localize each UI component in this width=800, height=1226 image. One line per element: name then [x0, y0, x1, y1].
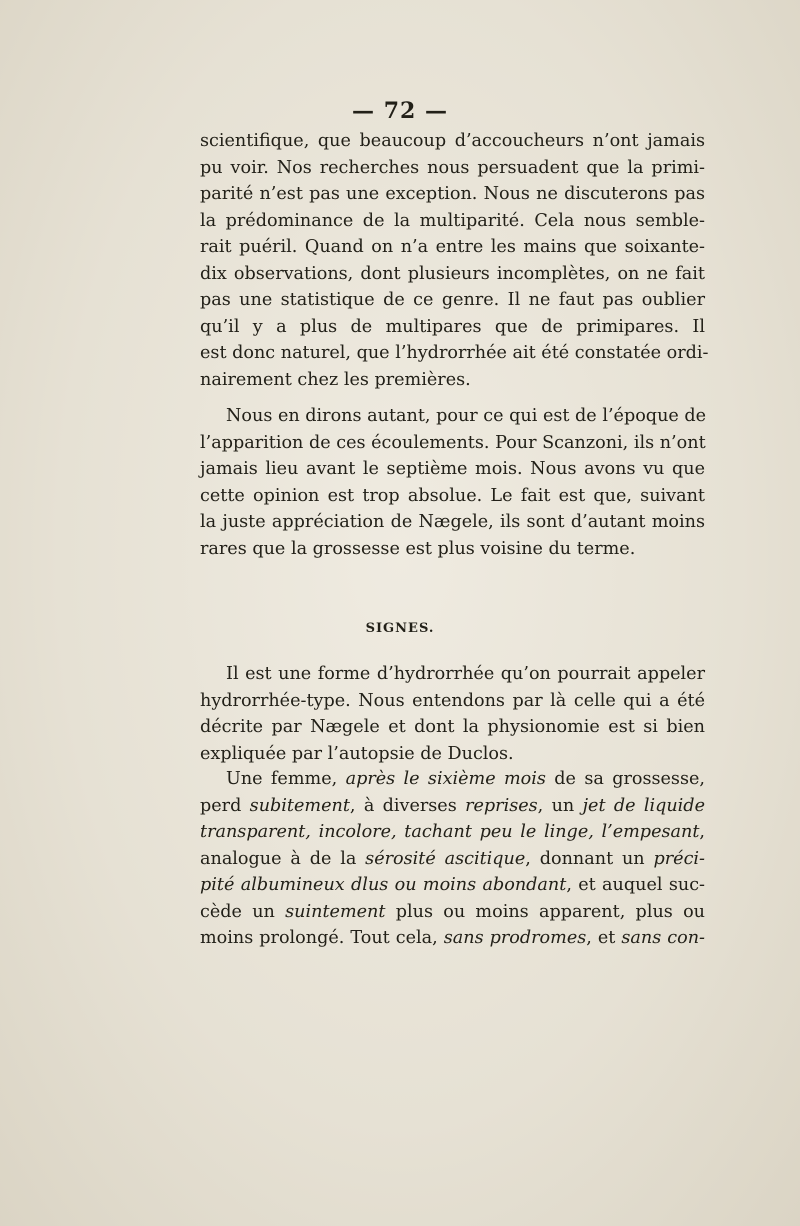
italic-text: sérosité ascitique — [365, 848, 526, 869]
italic-text: transparent, incolore, tachant peu le linge, l’empesant — [200, 822, 700, 842]
text-line: expliquée par l’autopsie de Duclos. — [200, 743, 514, 764]
text-line: hydrorrhée-type. Nous entendons par là celle qui a été — [200, 690, 705, 711]
text-line: rait puéril. Quand on n’a entre les mains que soixante- — [200, 237, 705, 257]
text-run: analogue à de la — [200, 848, 366, 869]
text-run: , à diverses — [349, 795, 466, 816]
text-line: parité n’est pas une exception. Nous ne discuterons pas — [200, 184, 705, 204]
text-run: , et auquel suc- — [566, 875, 705, 895]
text-run: , donnant un — [525, 848, 654, 869]
text-line: nairement chez les premières. — [200, 369, 471, 390]
italic-text: reprises — [465, 795, 538, 816]
italic-text: sans con- — [621, 928, 706, 948]
paragraph-epoque — [200, 403, 705, 562]
section-heading: SIGNES. — [365, 621, 435, 636]
text-line — [200, 925, 705, 952]
text-line: décrite par Nægele et dont la physionomie est si bien — [200, 717, 705, 737]
italic-text: suintement — [285, 901, 386, 922]
paragraph-hydrorrhee-type — [200, 661, 705, 767]
text-run: moins prolongé. Tout cela, — [200, 928, 444, 948]
text-run: perd — [200, 795, 250, 816]
text-line: pu voir. Nos recherches nous persuadent que la primi- — [200, 157, 705, 178]
text-line: scientifique, que beaucoup d’accoucheurs n’ont jamais — [200, 131, 705, 151]
text-line — [200, 793, 705, 820]
italic-text: jet de liquide — [582, 795, 705, 816]
italic-text: sans prodromes — [443, 928, 587, 948]
text-line: dix observations, dont plusieurs incomplètes, on ne fait — [200, 263, 705, 284]
text-run: de sa grossesse, — [545, 769, 705, 789]
italic-text: après le sixième mois — [345, 769, 546, 789]
italic-text: pité albumineux dlus ou moins abondant — [200, 875, 567, 895]
text-run: , — [699, 822, 705, 842]
text-run: , un — [537, 795, 583, 816]
text-line: jamais lieu avant le septième mois. Nous avons vu que — [200, 459, 705, 479]
text-line: est donc naturel, que l’hydrorrhée ait été constatée ordi- — [200, 343, 709, 363]
text-run: , et — [586, 928, 622, 948]
text-line: rares que la grossesse est plus voisine du terme. — [200, 538, 636, 559]
text-line: qu’il y a plus de multipares que de primipares. Il — [200, 316, 705, 337]
italic-text: subitement — [249, 795, 350, 816]
text-line — [200, 846, 705, 873]
text-line: l’apparition de ces écoulements. Pour Scanzoni, ils n’ont — [200, 432, 706, 453]
paragraph-description — [200, 766, 705, 952]
paragraph-primiparite — [200, 128, 709, 393]
text-line — [200, 899, 705, 926]
text-run: plus ou moins apparent, plus ou — [385, 901, 706, 922]
text-line: la juste appréciation de Nægele, ils sont d’autant moins — [200, 512, 705, 532]
italic-text: préci- — [653, 848, 705, 869]
text-run: cède un — [200, 901, 286, 922]
text-line: la prédominance de la multiparité. Cela nous semble- — [200, 210, 705, 231]
text-line: Il est une forme d’hydrorrhée qu’on pourrait appeler — [226, 664, 705, 684]
text-line: pas une statistique de ce genre. Il ne faut pas oublier — [200, 290, 705, 310]
text-line — [200, 872, 705, 899]
text-line — [200, 819, 705, 846]
page-number: — 72 — — [352, 98, 448, 124]
text-line: cette opinion est trop absolue. Le fait est que, suivant — [200, 485, 705, 506]
text-line: Nous en dirons autant, pour ce qui est de l’époque de — [226, 406, 707, 426]
text-run: Une femme, — [226, 769, 346, 789]
text-line — [200, 766, 705, 793]
